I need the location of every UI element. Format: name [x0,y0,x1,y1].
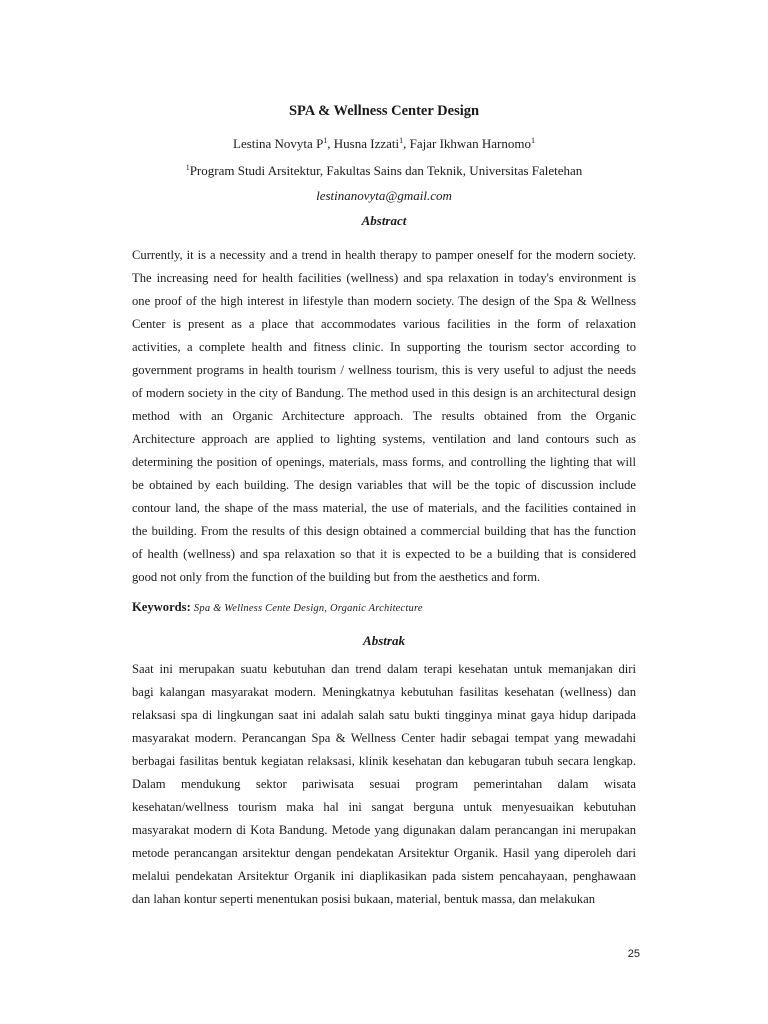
author-name: Fajar Ikhwan Harnomo [409,136,531,151]
text-line: Architecture approach are applied to lighting systems, ventilation and land contours such as [132,432,636,446]
author-name: Husna Izzati [333,136,400,151]
text-line: contour land, the shape of the mass material, the use of materials, and the facilities contained in [132,501,636,515]
keywords-value: Spa & Wellness Cente Design, Organic Architecture [193,603,423,614]
text-line: melalui pendekatan Arsitektur Organik ini diaplikasikan pada sistem pencahayaan, penghawaan [132,869,636,883]
author-affiliation-marker: 1 [530,136,535,145]
text-line: the building. From the results of this design obtained a commercial building that has the function [132,524,636,538]
text-line: relaksasi spa di lingkungan saat ini adalah salah satu bukti tingginya minat gaya hidup daripada [132,708,636,722]
text-line: The increasing need for health facilities (wellness) and spa relaxation in today's environment is [132,271,636,285]
author-affiliation-marker: 1 [399,136,404,145]
abstract-body [132,244,636,589]
author-email: lestinanovyta@gmail.com [316,188,452,203]
text-line: bagi kalangan masyarakat modern. Meningkatnya kebutuhan fasilitas kesehatan (wellness) dan [132,685,636,699]
text-line: berbagai fasilitas bentuk kegiatan relaksasi, klinik kesehatan dan kebugaran tubuh secara lengkap. [132,754,636,768]
text-line: Currently, it is a necessity and a trend in health therapy to pamper oneself for the modern society. [132,248,636,262]
text-line: of health (wellness) and spa relaxation so that it is expected to be a building that is considered [132,547,636,561]
keywords-label: Keywords: [132,600,191,614]
affiliation-text: Program Studi Arsitektur, Fakultas Sains dan Teknik, Universitas Faletehan [189,163,583,178]
author-list [0,136,768,152]
abstrak-body [132,658,636,911]
text-line: determining the position of openings, materials, mass forms, and controlling the lighting that will [132,455,636,469]
author-name: Lestina Novyta P [233,136,324,151]
affiliation-marker: 1 [185,163,190,172]
text-line: good not only from the function of the building but from the aesthetics and form. [132,570,541,584]
abstrak-heading: Abstrak [363,633,405,648]
text-line: Center is present as a place that accommodates various facilities in the form of relaxation [132,317,636,331]
text-line: government programs in health tourism / wellness tourism, this is very useful to adjust the needs [132,363,636,377]
abstract-heading: Abstract [361,213,407,228]
text-line: kesehatan/wellness tourism maka hal ini sangat berguna untuk menyesuaikan kebutuhan [132,800,636,814]
text-line: Saat ini merupakan suatu kebutuhan dan trend dalam terapi kesehatan untuk memanjakan diri [132,662,636,676]
text-line: dan lahan kontur seperti menentukan posisi bukaan, material, bentuk massa, dan melakukan [132,892,596,906]
text-line: method with an Organic Architecture approach. The results obtained from the Organic [132,409,636,423]
text-line: one proof of the high interest in lifestyle than modern society. The design of the Spa & Wellness [132,294,636,308]
text-line: Dalam mendukung sektor pariwisata sesuai program pemerintahan dalam wisata [132,777,636,791]
author-separator: , [327,136,334,151]
text-line: be obtained by each building. The design variables that will be the topic of discussion include [132,478,636,492]
text-line: masyarakat modern. Perancangan Spa & Wellness Center hadir sebagai tempat yang mewadahi [132,731,636,745]
text-line: activities, a complete health and fitness clinic. In supporting the tourism sector according to [132,340,636,354]
text-line: masyarakat modern di Kota Bandung. Metode yang digunakan dalam perancangan ini merupakan [132,823,636,837]
affiliation [0,163,768,179]
page-number: 25 [627,948,640,960]
text-line: metode perancangan arsitektur dengan pendekatan Arsitektur Organik. Hasil yang diperoleh dari [132,846,636,860]
author-affiliation-marker: 1 [323,136,328,145]
keywords [132,600,636,615]
author-separator: , [403,136,410,151]
paper-title: SPA & Wellness Center Design [288,103,480,119]
text-line: of modern society in the city of Bandung. The method used in this design is an architectural design [132,386,636,400]
